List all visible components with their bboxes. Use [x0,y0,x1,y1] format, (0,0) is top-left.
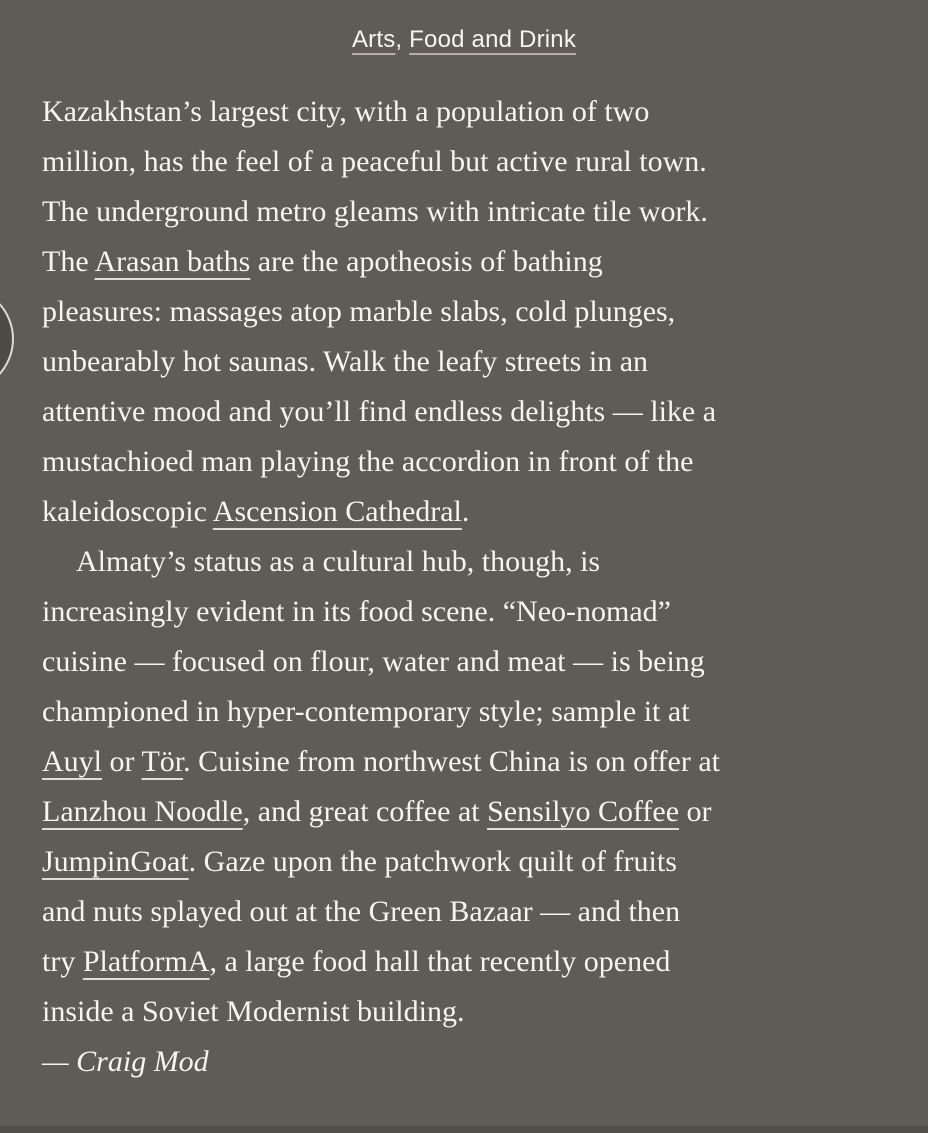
text-line [42,287,887,337]
text-line [42,187,887,237]
text-line [42,237,887,287]
text-segment: kaleidoscopic [42,495,213,528]
text-segment: The [42,245,95,278]
inline-link-t-r[interactable]: Tör [141,745,184,778]
text-segment: championed in hyper-contemporary style; sample it at [42,695,690,728]
text-segment: The underground metro gleams with intricate tile work. [42,195,708,228]
text-line [42,787,887,837]
text-segment: mustachioed man playing the accordion in front of the [42,445,694,478]
text-line [42,87,887,137]
inline-link-arasan-baths[interactable]: Arasan baths [94,245,251,278]
text-line [42,587,887,637]
text-segment: increasingly evident in its food scene. “Neo-nomad” [42,595,671,628]
inline-link-lanzhou-noodle[interactable]: Lanzhou Noodle [42,795,243,828]
text-line [42,337,887,387]
text-line [42,137,887,187]
category-link-arts[interactable]: Arts [351,26,396,53]
text-segment: are the apotheosis of bathing [250,245,603,278]
next-section-edge [0,1126,928,1133]
text-line [42,387,887,437]
text-segment: . Cuisine from northwest China is on offer at [183,745,720,778]
text-segment: unbearably hot saunas. Walk the leafy streets in an [42,345,649,378]
text-line [42,887,887,937]
text-segment: , and great coffee at [242,795,488,828]
text-line [42,737,887,787]
text-line [42,537,887,587]
text-line [42,837,887,887]
paragraph [42,537,887,1037]
category-link-food-and-drink[interactable]: Food and Drink [409,26,577,53]
inline-link-jumpingoat[interactable]: JumpinGoat [42,845,189,878]
text-segment: , a large food hall that recently opened [209,945,671,978]
text-segment: pleasures: massages atop marble slabs, cold plunges, [42,295,676,328]
inline-link-sensilyo-coffee[interactable]: Sensilyo Coffee [487,795,680,828]
inline-link-ascension-cathedral[interactable]: Ascension Cathedral [212,495,462,528]
category-links [0,25,928,55]
category-separator: , [395,26,410,53]
text-segment: attentive mood and you’ll find endless delights — like a [42,395,717,428]
inline-link-platforma[interactable]: PlatformA [82,945,210,978]
text-segment: million, has the feel of a peaceful but active rural town. [42,145,707,178]
text-line [42,687,887,737]
text-segment: and nuts splayed out at the Green Bazaar — and then [42,895,681,928]
text-segment: . [461,495,470,528]
paragraph [42,87,887,537]
byline: — Craig Mod [42,1045,209,1078]
carousel-prev-button[interactable] [0,286,14,392]
text-line [42,437,887,487]
text-line [42,987,887,1037]
text-segment: or [679,795,712,828]
text-segment: try [42,945,83,978]
text-line [42,487,887,537]
text-line [42,637,887,687]
text-segment: . Gaze upon the patchwork quilt of fruits [188,845,677,878]
text-segment: Kazakhstan’s largest city, with a population of two [42,95,650,128]
text-segment: cuisine — focused on flour, water and meat — is being [42,645,705,678]
text-segment: or [102,745,142,778]
inline-link-auyl[interactable]: Auyl [42,745,102,778]
text-line [42,937,887,987]
article-body [42,87,887,1087]
text-segment: Almaty’s status as a cultural hub, though, is [76,545,601,578]
text-segment: inside a Soviet Modernist building. [42,995,465,1028]
